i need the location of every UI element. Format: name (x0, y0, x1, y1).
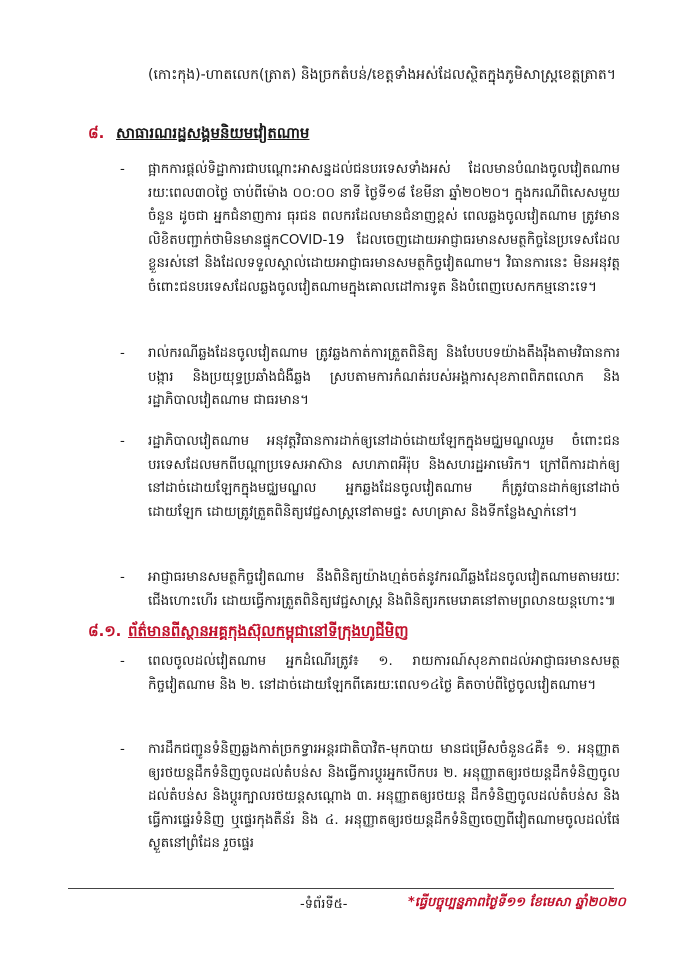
bullet-text: ពេលចូលដល់វៀតណាម អ្នកដំណើរត្រូវ៖ ១. រាយការណ៍សុខភាពដល់អាជ្ញាធរមានសមត្ថកិច្ចវៀតណាម និង ២. នៅដាច់ដោយឡែកពីគេរយៈពេល១៤ថ្ងៃ គិតចាប់ពីថ្ងៃចូលវៀតណាម។ (148, 654, 620, 693)
bullet-text: ផ្អាកការផ្តល់ទិដ្ឋាការជាបណ្តោះអាសន្នដល់ជនបរទេសទាំងអស់ ដែលមានបំណងចូលវៀតណាម រយៈពេល៣០ថ្ងៃ ចាប់ពីម៉ោង ០០:០០ នាទី ថ្ងៃទី១៨ ខែមីនា ឆ្នាំ២០២០។ ក្នុងករណីពិសេសមួយចំនួន ដូចជា អ្នកជំនាញការ ធុរជន ពលករដែលមានជំនាញខ្ពស់ ពេលឆ្លងចូលវៀតណាម ត្រូវមានលិខិតបញ្ជាក់ថាមិនមានផ្ទុកCOVID-19 ដែលចេញដោយអាជ្ញាធរមានសមត្ថកិច្ចនៃប្រទេសដែលខ្លួនរស់នៅ និងដែលទទួលស្គាល់ដោយអាជ្ញាធរមានសមត្ថកិច្ចវៀតណាម។ វិធានការនេះ មិនអនុវត្តចំពោះជនបរទេសដែលឆ្លងចូលវៀតណាមក្នុងគោលដៅការទូត និងបំពេញបេសកកម្មនោះទេ។ (148, 162, 620, 295)
section-8-heading (88, 124, 309, 146)
bullet-dash: - (120, 162, 125, 177)
section-8-number: ៨. (88, 124, 105, 142)
bullet-dash: - (120, 742, 125, 757)
bullet-dash: - (120, 654, 125, 669)
bullet-text: ការដឹកជញ្ជូនទំនិញឆ្លងកាត់ច្រកទ្វារអន្តរជាតិបាវិត-មុកបាយ មានជម្រើសចំនួន៤គឺ៖ ១. អនុញ្ញាតឲ្យរថយន្តដឹកទំនិញចូលដល់តំបន់ស និងធ្វើការប្តូរអ្នកបើកបរ ២. អនុញ្ញាតឲ្យរថយន្តដឹកទំនិញចូលដល់តំបន់ស និងប្តូរក្បាលរថយន្តសណ្តោង ៣. អនុញ្ញាតឲ្យរថយន្ត ដឹកទំនិញចូលដល់តំបន់ស និងធ្វើការផ្ទេរទំនិញ ឬផ្ទេរកុងតឺន័រ និង ៤. អនុញ្ញាតឲ្យរថយន្តដឹកទំនិញចេញពីវៀតណាមចូលដល់ផែស្ងួតនៅព្រំដែន រួចផ្ទេរ (148, 742, 620, 852)
section-8-1-bullet (120, 738, 620, 856)
update-note: *ធ្វើបច្ចុប្បន្នភាពថ្ងៃទី១១ ខែមេសា ឆ្នាំ២០២០ (408, 895, 626, 910)
bullet-dash: - (120, 434, 125, 449)
section-8-bullet (120, 430, 620, 524)
bullet-text: រាល់ករណីឆ្លងដែនចូលវៀតណាម ត្រូវឆ្លងកាត់ការត្រួតពិនិត្យ និងបែបបទយ៉ាងតឹងរ៉ឹងតាមវិធានការបង្ការ និងប្រយុទ្ធប្រឆាំងជំងឺឆ្លង ស្របតាមការកំណត់របស់អង្គការសុខភាពពិភពលោក និងរដ្ឋាភិបាលវៀតណាម ជាធរមាន។ (148, 346, 620, 409)
bullet-text: អាជ្ញាធរមានសមត្ថកិច្ចវៀតណាម នឹងពិនិត្យយ៉ាងហ្មត់ចត់នូវករណីឆ្លងដែនចូលវៀតណាមតាមរយៈជើងហោះហើរ ដោយធ្វើការត្រួតពិនិត្យវេជ្ជសាស្ត្រ និងពិនិត្យរកមេរោគនៅតាមព្រលានយន្តហោះ៕ (148, 570, 620, 609)
bullet-dash: - (120, 346, 125, 361)
bullet-dash: - (120, 570, 125, 585)
section-8-title: សាធារណរដ្ឋសង្គមនិយមវៀតណាម (116, 124, 310, 142)
section-8-1-heading (88, 622, 409, 644)
section-8-1-title: ព័ត៌មានពីស្ថានអគ្គកុងស៊ុលកម្ពុជានៅទីក្រុងហូជីមិញ (128, 622, 409, 640)
bullet-text: រដ្ឋាភិបាលវៀតណាម អនុវត្តវិធានការដាក់ឲ្យនៅដាច់ដោយឡែកក្នុងមជ្ឈមណ្ឌលរួម ចំពោះជនបរទេសដែលមកពីបណ្តាប្រទេសអាស៊ាន សហភាពអឺរ៉ុប និងសហរដ្ឋអាមេរិក។ ក្រៅពីការដាក់ឲ្យនៅដាច់ដោយឡែកក្នុងមជ្ឈមណ្ឌល អ្នកឆ្លងដែនចូលវៀតណាម ក៏ត្រូវបានដាក់ឲ្យនៅដាច់ដោយឡែក ដោយត្រូវត្រួតពិនិត្យវេជ្ជសាស្ត្រនៅតាមផ្ទះ សហគ្រាស និងទីកន្លែងស្នាក់នៅ។ (148, 434, 620, 520)
footer-divider (68, 888, 614, 889)
page-number: -ទំព័រទី៥- (300, 897, 348, 912)
section-8-bullet (120, 342, 620, 413)
section-8-bullet (120, 566, 620, 613)
section-8-1-number: ៨.១. (88, 622, 122, 640)
section-8-1-bullet (120, 650, 620, 697)
intro-paragraph: (កោះកុង)-ហាតលេក(ត្រាត) និងច្រកតំបន់/ខេត្តទាំងអស់ដែលស្ថិតក្នុងភូមិសាស្ត្រខេត្តត្រាត។ (148, 67, 617, 83)
section-8-bullet (120, 158, 620, 300)
